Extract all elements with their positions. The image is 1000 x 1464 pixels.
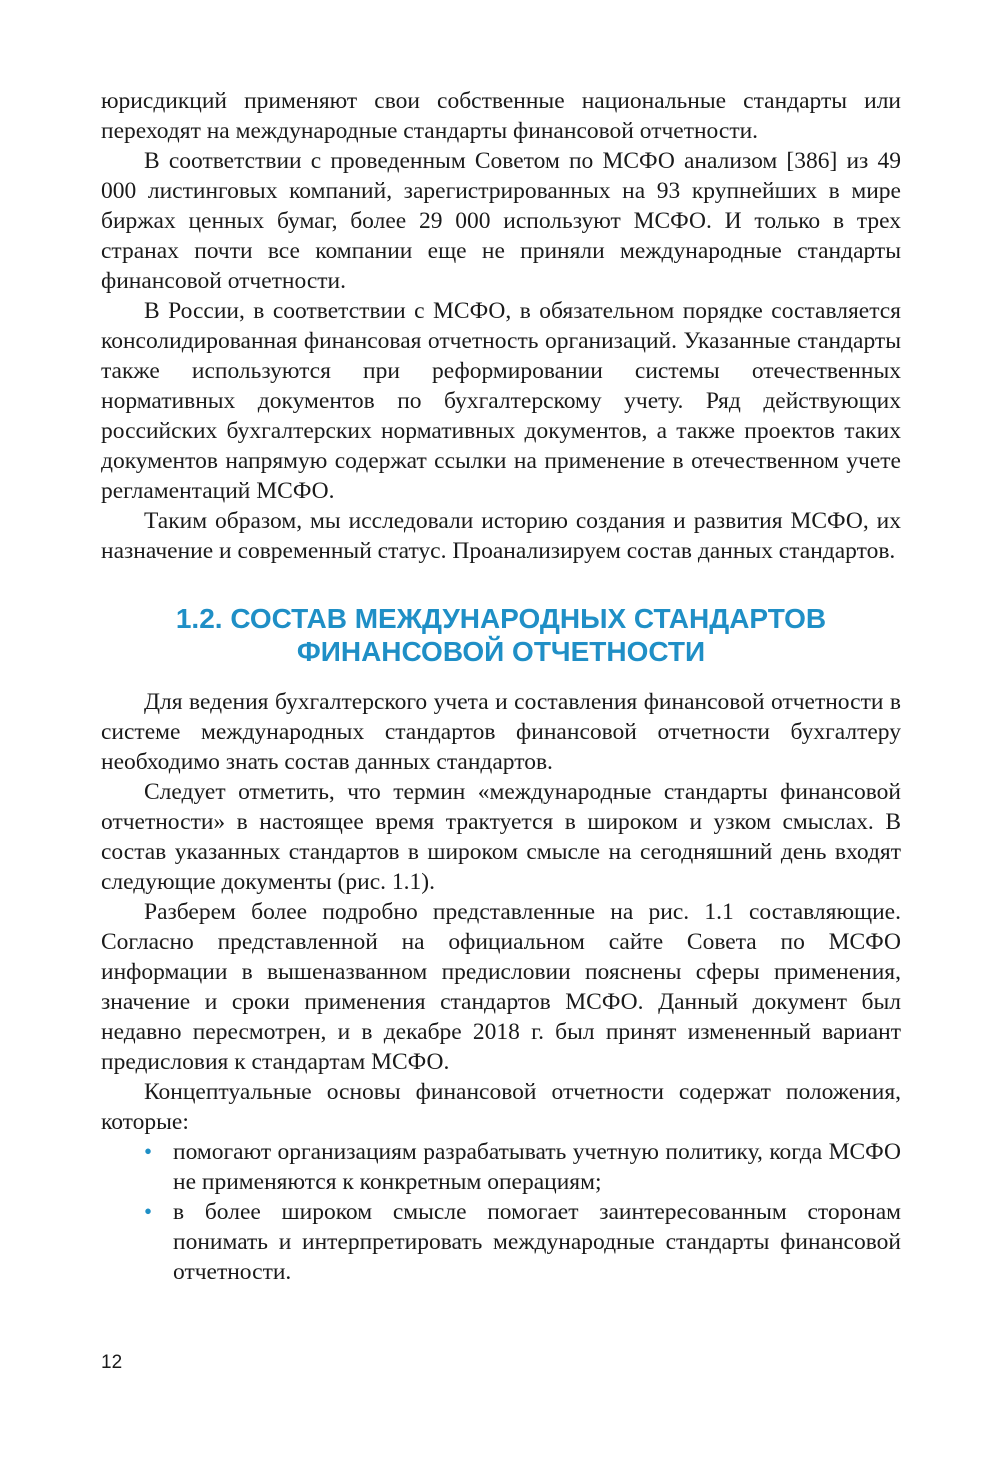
page-body bbox=[101, 86, 901, 1287]
paragraph: Следует отметить, что термин «международные стандарты финансовой отчетности» в настоящее время трактуется в широком и узком смыслах. В состав указанных стандартов в широком смысле на сегодняшний день входят следующие документы (рис. 1.1). bbox=[101, 779, 901, 895]
bullet-text: помогают организациям разрабатывать учетную политику, когда МСФО не применяются к конкретным операциям; bbox=[173, 1139, 901, 1195]
paragraph: Разберем более подробно представленные на рис. 1.1 составляющие. Согласно представленной на официальном сайте Совета по МСФО информации в вышеназванном предисловии пояснены сферы применения, значение и сроки применения стандартов МСФО. Данный документ был недавно пересмотрен, и в декабре 2018 г. был принят измененный вариант предисловия к стандартам МСФО. bbox=[101, 899, 901, 1075]
paragraph: В соответствии с проведенным Советом по МСФО анализом [386] из 49 000 листинговых компаний, зарегистрированных на 93 крупнейших в мире биржах ценных бумаг, более 29 000 используют МСФО. И только в трех странах почти все компании еще не приняли международные стандарты финансовой отчетности. bbox=[101, 148, 901, 294]
section-heading-line2: ФИНАНСОВОЙ ОТЧЕТНОСТИ bbox=[296, 636, 706, 667]
bullet-list bbox=[101, 1137, 901, 1287]
paragraph: Таким образом, мы исследовали историю создания и развития МСФО, их назначение и современный статус. Проанализируем состав данных стандартов. bbox=[101, 508, 901, 564]
bullet-icon: • bbox=[144, 1199, 153, 1224]
paragraph: Концептуальные основы финансовой отчетности содержат положения, которые: bbox=[101, 1079, 901, 1135]
page-number: 12 bbox=[101, 1352, 123, 1373]
paragraph: В России, в соответствии с МСФО, в обязательном порядке составляется консолидированная финансовая отчетность организаций. Указанные стандарты также используются при реформировании системы отечественных нормативных документов по бухгалтерскому учету. Ряд действующих российских бухгалтерских нормативных документов, а также проектов таких документов напрямую содержат ссылки на применение в отечественном учете регламентаций МСФО. bbox=[101, 298, 901, 504]
paragraph-continuation: юрисдикций применяют свои собственные национальные стандарты или переходят на международные стандарты финансовой отчетности. bbox=[101, 88, 901, 144]
section-heading-line1: 1.2. СОСТАВ МЕЖДУНАРОДНЫХ СТАНДАРТОВ bbox=[175, 603, 827, 634]
bullet-item bbox=[101, 1197, 901, 1287]
paragraph: Для ведения бухгалтерского учета и составления финансовой отчетности в системе международных стандартов финансовой отчетности бухгалтеру необходимо знать состав данных стандартов. bbox=[101, 689, 901, 775]
section-heading bbox=[101, 602, 901, 668]
bullet-icon: • bbox=[144, 1139, 153, 1164]
bullet-text: в более широком смысле помогает заинтересованным сторонам понимать и интерпретировать международные стандарты финансовой отчетности. bbox=[173, 1199, 901, 1285]
bullet-item bbox=[101, 1137, 901, 1197]
